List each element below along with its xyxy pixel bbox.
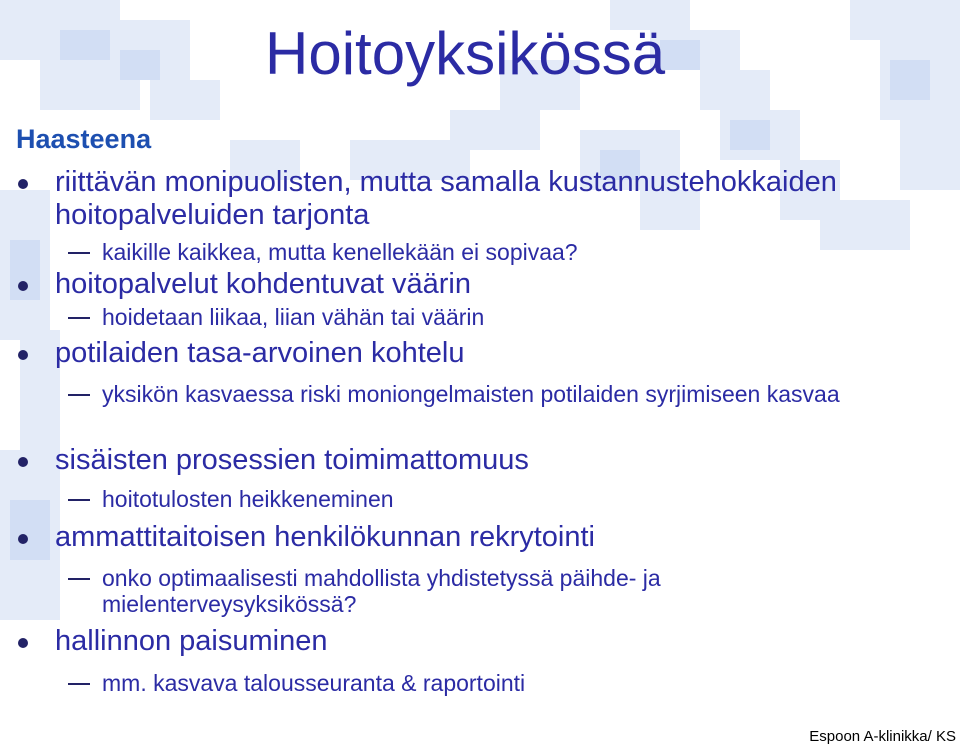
- sub-bullet-text: yksikön kasvaessa riski moniongelmaisten potilaiden syrjimiseen kasvaa: [102, 381, 840, 407]
- bullet-dot-icon: [18, 638, 28, 648]
- bullet-text: hoitopalvelut kohdentuvat väärin: [55, 268, 471, 300]
- bullet-text: riittävän monipuolisten, mutta samalla kustannustehokkaiden hoitopalveluiden tarjonta: [55, 166, 837, 231]
- bullet-dot-icon: [18, 281, 28, 291]
- dash-icon: [68, 394, 90, 396]
- slide-title: Hoitoyksikössä: [265, 20, 666, 87]
- dash-icon: [68, 499, 90, 501]
- bullet-text: potilaiden tasa-arvoinen kohtelu: [55, 337, 465, 369]
- bullet-dot-icon: [18, 179, 28, 189]
- dash-icon: [68, 317, 90, 319]
- sub-bullet-text: onko optimaalisesti mahdollista yhdistetyssä päihde- ja mielenterveysyksikössä?: [102, 565, 661, 617]
- sub-bullet-text: hoidetaan liikaa, liian vähän tai väärin: [102, 304, 485, 330]
- footer-credit: Espoon A-klinikka/ KS: [809, 728, 956, 745]
- sub-bullet-text: mm. kasvava talousseuranta & raportointi: [102, 670, 526, 696]
- bullet-text: sisäisten prosessien toimimattomuus: [55, 444, 529, 476]
- bullet-dot-icon: [18, 350, 28, 360]
- sub-bullet-text: kaikille kaikkea, mutta kenellekään ei sopivaa?: [102, 239, 578, 265]
- dash-icon: [68, 683, 90, 685]
- bullet-text: ammattitaitoisen henkilökunnan rekrytointi: [55, 521, 595, 553]
- bullet-dot-icon: [18, 534, 28, 544]
- bullet-dot-icon: [18, 457, 28, 467]
- dash-icon: [68, 578, 90, 580]
- section-heading: Haasteena: [16, 124, 152, 154]
- dash-icon: [68, 252, 90, 254]
- sub-bullet-text: hoitotulosten heikkeneminen: [102, 486, 394, 512]
- bullet-text: hallinnon paisuminen: [55, 625, 328, 657]
